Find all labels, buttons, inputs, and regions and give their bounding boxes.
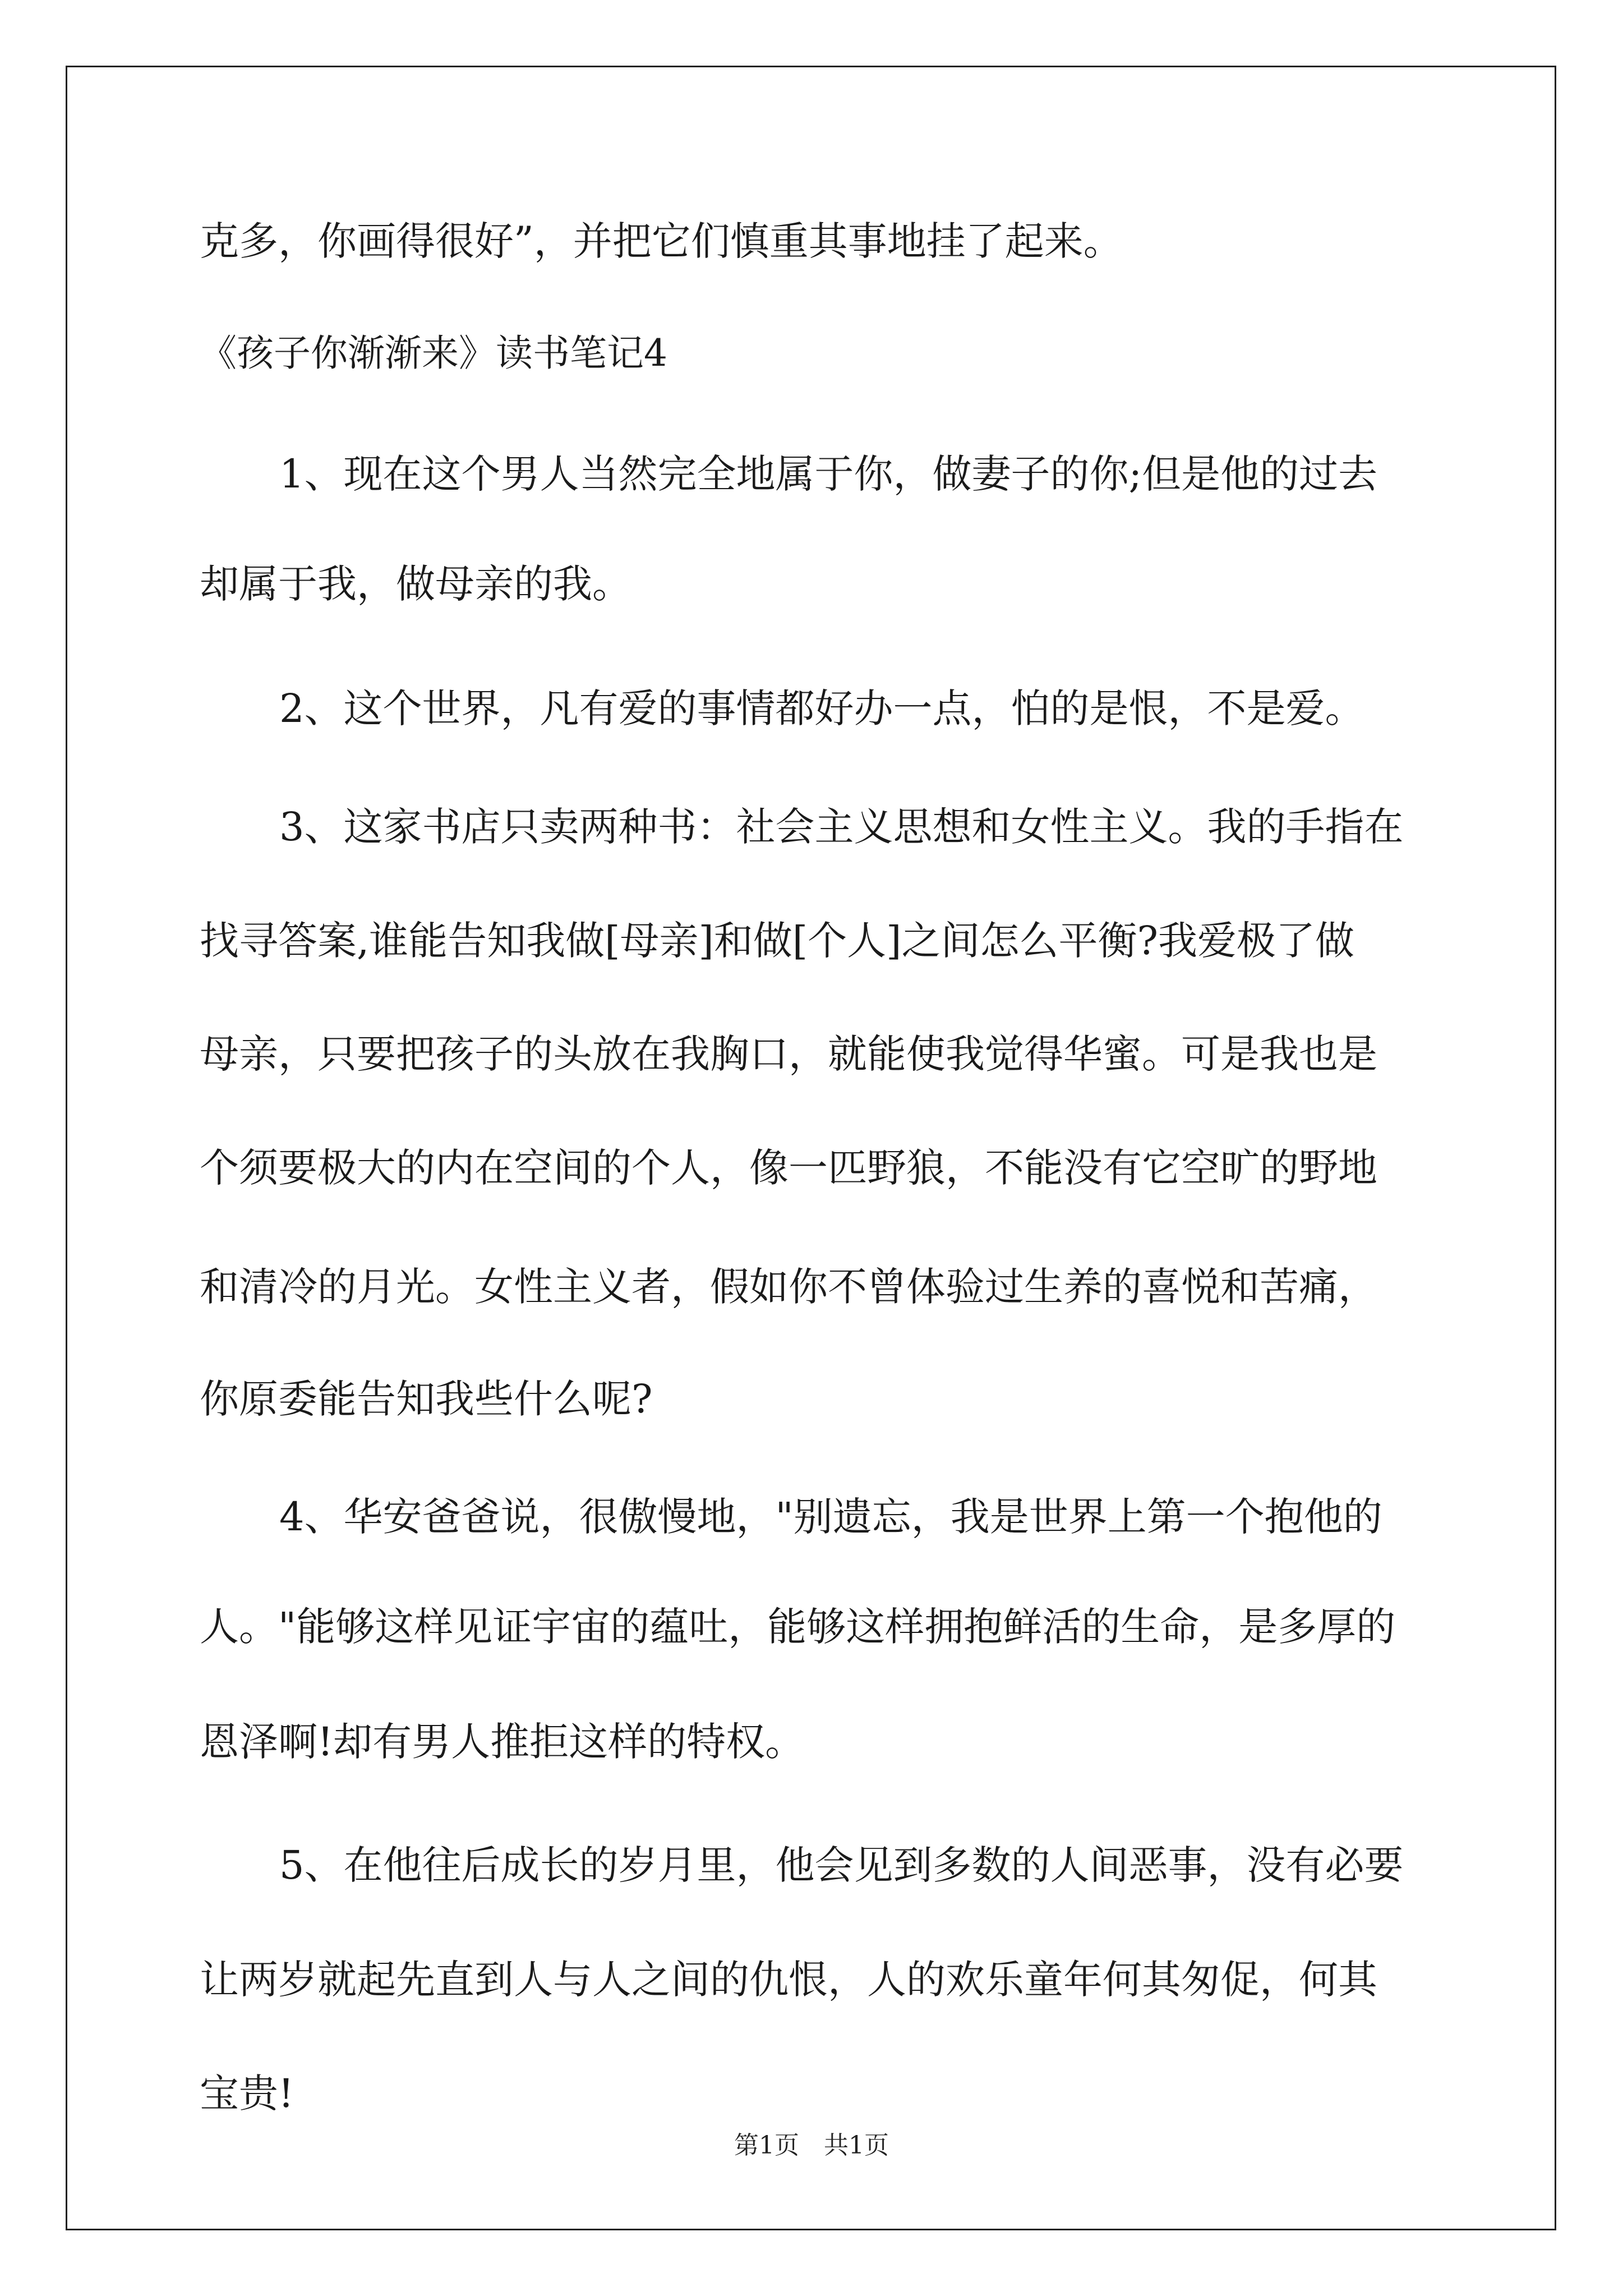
paragraph-5-line-1: 5、在他往后成长的岁月里，他会见到多数的人间恶事，没有必要 [279,1842,1404,1888]
page-number-footer: 第1页 共1页 [734,2131,889,2160]
paragraph-5-line-3: 宝贵! [200,2070,294,2116]
paragraph-2-line-1: 2、这个世界，凡有爱的事情都好办一点，怕的是恨，不是爱。 [279,685,1364,731]
paragraph-4-line-1: 4、华安爸爸说，很傲慢地，"别遗忘，我是世界上第一个抱他的 [279,1494,1382,1540]
paragraph-3-line-3: 母亲，只要把孩子的头放在我胸口，就能使我觉得华蜜。可是我也是 [200,1031,1377,1077]
paragraph-5-line-2: 让两岁就起先直到人与人之间的仇恨，人的欢乐童年何其匆促，何其 [200,1957,1377,2003]
paragraph-3-line-6: 你原委能告知我些什么呢? [200,1376,653,1422]
paragraph-3-line-4: 个须要极大的内在空间的个人，像一匹野狼，不能没有它空旷的野地 [200,1145,1377,1191]
paragraph-1-line-1: 1、现在这个男人当然完全地属于你，做妻子的你;但是他的过去 [279,451,1378,497]
continuation-line: 克多，你画得很好”，并把它们慎重其事地挂了起来。 [200,218,1123,264]
paragraph-1-line-2: 却属于我，做母亲的我。 [200,561,631,607]
paragraph-4-line-2: 人。"能够这样见证宇宙的蕴吐，能够这样拥抱鲜活的生命，是多厚的 [200,1604,1396,1650]
paragraph-3-line-1: 3、这家书店只卖两种书：社会主义思想和女性主义。我的手指在 [279,804,1404,850]
paragraph-4-line-3: 恩泽啊!却有男人推拒这样的特权。 [200,1719,805,1765]
paragraph-3-line-5: 和清冷的月光。女性主义者，假如你不曾体验过生养的喜悦和苦痛， [200,1264,1377,1310]
paragraph-3-line-2: 找寻答案,谁能告知我做[母亲]和做[个人]之间怎么平衡?我爱极了做 [200,918,1355,964]
section-title: 《孩子你渐渐来》读书笔记4 [200,332,667,375]
